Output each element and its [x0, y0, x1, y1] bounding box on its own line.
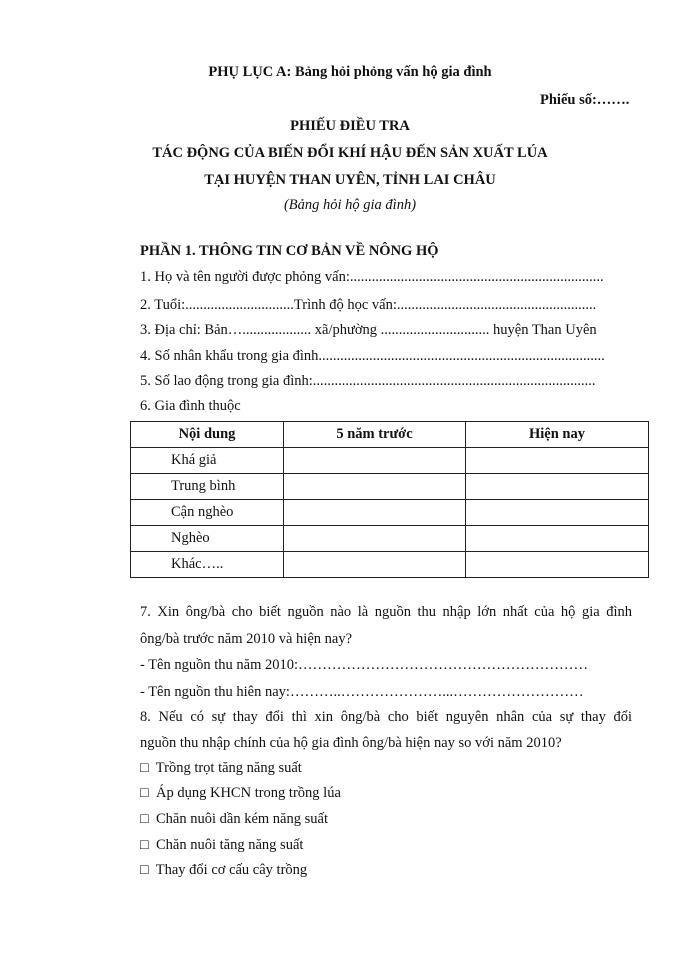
question-7-line-2: ông/bà trước năm 2010 và hiện nay? — [140, 631, 353, 647]
survey-title: PHIẾU ĐIỀU TRA — [290, 118, 410, 134]
household-status-table — [130, 421, 649, 578]
row-label: Khác….. — [131, 552, 284, 578]
table-header-row — [131, 422, 649, 448]
cell-5-years-ago[interactable] — [284, 500, 466, 526]
option-label: Thay đổi cơ cấu cây trồng — [155, 862, 308, 878]
form-number: Phiếu số:……. — [540, 92, 630, 108]
question-5: 5. Số lao động trong gia đình:.............................................................................. — [140, 373, 596, 389]
survey-subtitle: (Bảng hỏi hộ gia đình) — [283, 197, 417, 213]
option-crop-structure-change[interactable] — [140, 861, 307, 879]
option-label: Áp dụng KHCN trong trồng lúa — [156, 785, 341, 801]
table-header-current: Hiện nay — [466, 422, 649, 448]
row-label: Nghèo — [131, 526, 284, 552]
question-3: 3. Địa chỉ: Bản…................... xã/phường .............................. huyện Than Uyên — [140, 322, 597, 338]
question-4: 4. Số nhân khẩu trong gia đình............................................................................... — [140, 348, 605, 364]
cell-5-years-ago[interactable] — [284, 526, 466, 552]
cell-5-years-ago[interactable] — [284, 552, 466, 578]
table-row — [131, 448, 649, 474]
checkbox-icon[interactable]: □ — [140, 760, 149, 776]
cell-5-years-ago[interactable] — [284, 474, 466, 500]
question-2: 2. Tuổi:..............................Trình độ học vấn:....................................................... — [140, 297, 597, 313]
question-8-line-1: 8. Nếu có sự thay đổi thì xin ông/bà cho biết nguyên nhân của sự thay đổi — [140, 709, 632, 725]
cell-current[interactable] — [466, 474, 649, 500]
cell-5-years-ago[interactable] — [284, 448, 466, 474]
option-livestock-decline[interactable] — [140, 810, 328, 828]
table-row — [131, 500, 649, 526]
question-6: 6. Gia đình thuộc — [140, 398, 241, 414]
table-row — [131, 526, 649, 552]
row-label: Trung bình — [131, 474, 284, 500]
table-row — [131, 552, 649, 578]
checkbox-icon[interactable]: □ — [140, 862, 149, 878]
row-label: Cận nghèo — [131, 500, 284, 526]
question-7-source-current: - Tên nguồn thu hiên nay:………..…………………...……………………… — [140, 684, 584, 700]
table-header-content: Nội dung — [131, 422, 284, 448]
option-label: Chăn nuôi tăng năng suất — [156, 837, 304, 853]
table-row — [131, 474, 649, 500]
option-label: Chăn nuôi dần kém năng suất — [156, 811, 328, 827]
row-label: Khá giả — [131, 448, 284, 474]
option-label: Trồng trọt tăng năng suất — [155, 760, 302, 776]
table-header-5-years-ago: 5 năm trước — [284, 422, 466, 448]
checkbox-icon[interactable]: □ — [140, 811, 149, 827]
checkbox-icon[interactable]: □ — [140, 785, 149, 801]
cell-current[interactable] — [466, 500, 649, 526]
question-8-line-2: nguồn thu nhập chính của hộ gia đình ông/bà hiện nay so với năm 2010? — [140, 735, 562, 751]
option-apply-technology[interactable] — [140, 784, 341, 802]
question-7-source-2010: - Tên nguồn thu năm 2010:…………………………………………………… — [140, 657, 589, 673]
option-crop-yield-increase[interactable] — [140, 759, 302, 777]
survey-subject: TÁC ĐỘNG CỦA BIẾN ĐỔI KHÍ HẬU ĐẾN SẢN XUẤT LÚA — [152, 145, 548, 161]
cell-current[interactable] — [466, 526, 649, 552]
survey-location: TẠI HUYỆN THAN UYÊN, TỈNH LAI CHÂU — [204, 172, 496, 188]
checkbox-icon[interactable]: □ — [140, 837, 149, 853]
question-1: 1. Họ và tên người được phỏng vấn:...................................................................... — [140, 269, 604, 285]
section-heading: PHẦN 1. THÔNG TIN CƠ BẢN VỀ NÔNG HỘ — [140, 243, 439, 259]
appendix-title: PHỤ LỤC A: Bảng hỏi phỏng vấn hộ gia đình — [208, 64, 492, 80]
cell-current[interactable] — [466, 448, 649, 474]
cell-current[interactable] — [466, 552, 649, 578]
question-7-line-1: 7. Xin ông/bà cho biết nguồn nào là nguồn thu nhập lớn nhất của hộ gia đình — [140, 604, 632, 620]
option-livestock-increase[interactable] — [140, 836, 303, 854]
